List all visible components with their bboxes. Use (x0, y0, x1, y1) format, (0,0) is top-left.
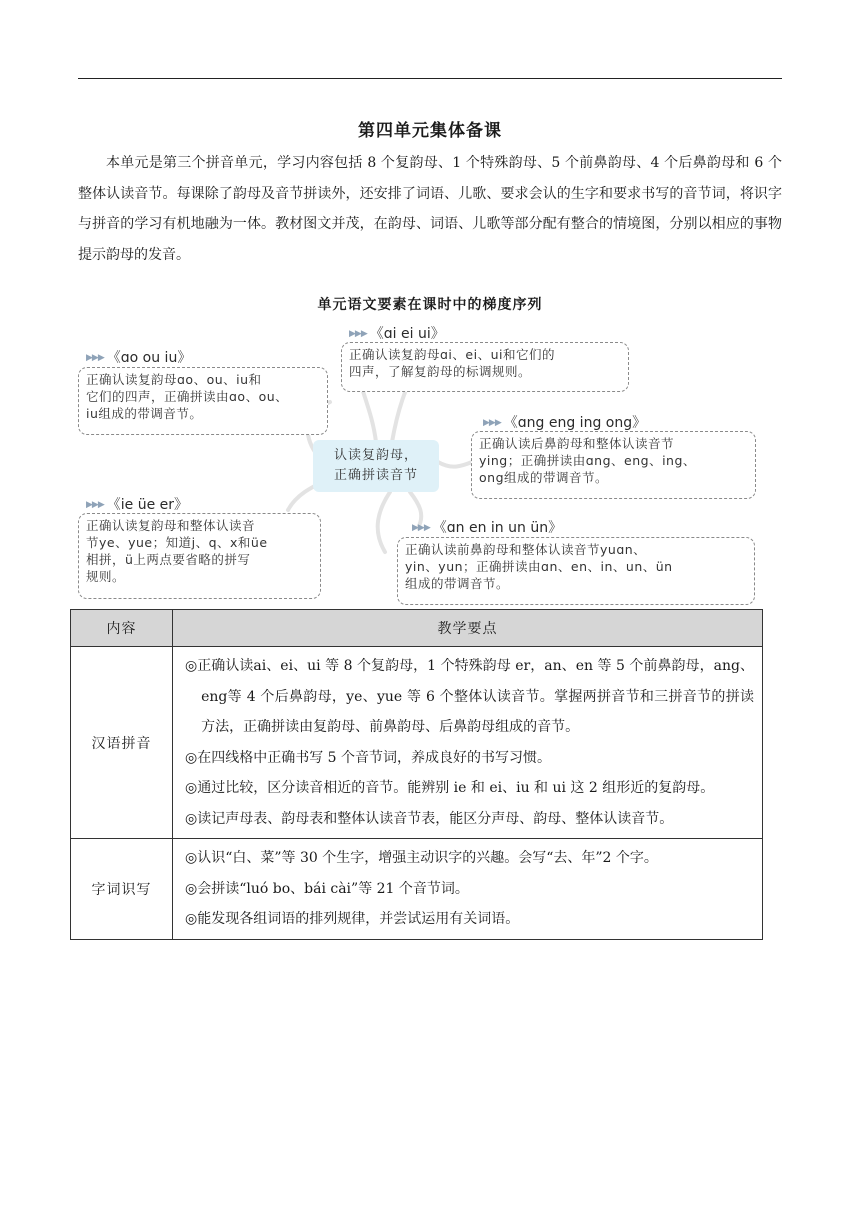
node-line: 正确认读复韵母ɑo、ou、iu和 (86, 372, 262, 387)
lesson-title: 《ie üe er》 (106, 497, 189, 513)
mindmap-node-box (341, 342, 629, 392)
node-line: 规则。 (86, 569, 126, 584)
table-row (71, 647, 763, 839)
arrow-icon: ▶▶▶ (483, 418, 501, 428)
intro-paragraph: 本单元是第三个拼音单元，学习内容包括 8 个复韵母、1 个特殊韵母、5 个前鼻韵母、4 个后鼻韵母和 6 个整体认读音节。每课除了韵母及音节拼读外，还安排了词语、儿歌、要求会认的生字和要求书写的音节词，将识字与拼音的学习有机地融为一体。教材图文并茂，在韵母、词语、儿歌等部分配有整合的情境图，分别以相应的事物提示韵母的发音。 (78, 155, 782, 263)
center-line: 认读复韵母， (333, 448, 418, 463)
node-line: iu组成的带调音节。 (86, 406, 203, 421)
mindmap-title: 单元语文要素在课时中的梯度序列 (317, 297, 543, 313)
points-cell (173, 839, 763, 940)
lesson-title: 《ɑo ou iu》 (106, 350, 192, 366)
node-line: yin、yun；正确拼读由ɑn、en、in、un、ün (405, 559, 673, 574)
mindmap-center (313, 440, 439, 492)
center-line: 正确拼读音节 (333, 468, 418, 483)
mindmap-node-box (78, 513, 321, 599)
mindmap-node-heading (86, 347, 191, 367)
node-line: 它们的四声，正确拼读由ɑo、ou、 (86, 389, 289, 404)
arrow-icon: ▶▶▶ (86, 353, 104, 363)
lesson-title: 《ɑi ei ui》 (369, 326, 445, 342)
node-line: ong组成的带调音节。 (479, 470, 609, 485)
column-header: 教学要点 (173, 610, 763, 647)
mindmap-node-heading (483, 412, 646, 432)
node-line: 正确认读前鼻韵母和整体认读音节yuɑn、 (405, 542, 647, 557)
node-line: 组成的带调音节。 (405, 576, 510, 591)
category-cell: 字词识写 (71, 839, 173, 940)
node-line: 四声，了解复韵母的标调规则。 (349, 364, 532, 379)
points-cell (173, 647, 763, 839)
teaching-point: ◎通过比较，区分读音相近的音节。能辨别 ie 和 ei、iu 和 ui 这 2 组形近的复韵母。 (185, 780, 715, 796)
page-title: 第四单元集体备课 (358, 121, 502, 141)
node-line: 正确认读复韵母和整体认读音 (86, 518, 256, 533)
teaching-points-table (70, 609, 763, 940)
arrow-icon: ▶▶▶ (349, 329, 367, 339)
mindmap-node-heading (412, 517, 562, 537)
lesson-title: 《ɑng eng ing ong》 (503, 415, 647, 431)
teaching-point: ◎会拼读“luó bo、bái cài”等 21 个音节词。 (185, 880, 469, 897)
category-cell: 汉语拼音 (71, 647, 173, 839)
teaching-point: ◎读记声母表、韵母表和整体认读音节表，能区分声母、韵母、整体认读音节。 (185, 810, 674, 827)
teaching-point: ◎能发现各组词语的排列规律，并尝试运用有关词语。 (185, 911, 520, 927)
lesson-title: 《ɑn en in un ün》 (432, 520, 563, 536)
node-line: ying；正确拼读由ɑng、eng、ing、 (479, 453, 696, 468)
mindmap-node-box (78, 367, 328, 435)
column-header: 内容 (71, 610, 173, 647)
table-row (71, 839, 763, 940)
teaching-point: ◎正确认读ai、ei、ui 等 8 个复韵母，1 个特殊韵母 er，an、en 等 5 个前鼻韵母，ang、eng等 4 个后鼻韵母，ye、yue 等 6 个整体认读音节。掌握两拼音节和三拼音节的拼读方法，正确拼读由复韵母、前鼻韵母、后鼻韵母组成的音节。 (185, 658, 754, 735)
node-line: 正确认读后鼻韵母和整体认读音节 (479, 436, 675, 451)
table-header-row (71, 610, 763, 647)
mindmap-node-box (397, 537, 755, 605)
node-line: 正确认读复韵母ɑi、ei、ui和它们的 (349, 347, 555, 362)
node-line: 相拼，ü上两点要省略的拼写 (86, 552, 251, 567)
node-line: 节ye、yue；知道j、q、x和üe (86, 535, 268, 550)
mindmap-node-heading (349, 323, 445, 343)
arrow-icon: ▶▶▶ (86, 500, 104, 510)
teaching-point: ◎认识“白、菜”等 30 个生字，增强主动识字的兴趣。会写“去、年”2 个字。 (185, 850, 658, 866)
arrow-icon: ▶▶▶ (412, 523, 430, 533)
mindmap-node-box (471, 431, 756, 499)
mindmap-node-heading (86, 494, 188, 514)
teaching-point: ◎在四线格中正确书写 5 个音节词，养成良好的书写习惯。 (185, 749, 552, 766)
